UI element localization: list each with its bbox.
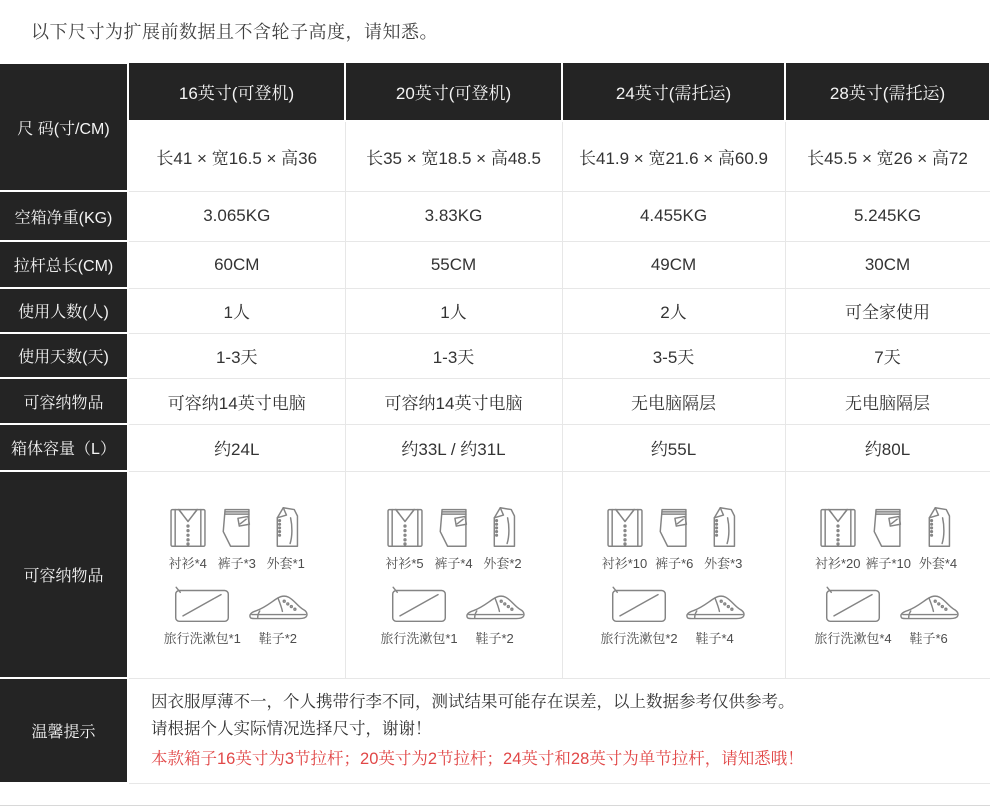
col-header-20inch: 20英寸(可登机) <box>345 63 562 121</box>
cell-items-20 <box>345 471 562 678</box>
cell-handle-20: 55CM <box>345 241 562 288</box>
col-header-28inch: 28英寸(需托运) <box>785 63 990 121</box>
row-label-items: 可容纳物品 <box>0 471 128 678</box>
row-label-size: 尺 码(寸/CM) <box>0 63 128 191</box>
jacket-icon <box>701 503 745 551</box>
toiletry-bag-icon <box>610 584 668 626</box>
cell-users-24: 2人 <box>562 288 785 333</box>
toiletry-bag-icon <box>173 584 231 626</box>
cell-users-16: 1人 <box>128 288 345 333</box>
jacket-icon <box>481 503 525 551</box>
item-label-jacket: 外套*3 <box>704 555 743 571</box>
toiletry-bag-icon <box>824 584 882 626</box>
cell-laptop-20: 可容纳14英寸电脑 <box>345 378 562 424</box>
cell-weight-24: 4.455KG <box>562 191 785 241</box>
row-label-capacity: 箱体容量（L） <box>0 424 128 471</box>
toiletry-bag-icon <box>390 584 448 626</box>
cell-laptop-28: 无电脑隔层 <box>785 378 990 424</box>
cell-users-28: 可全家使用 <box>785 288 990 333</box>
item-label-pants: 裤子*6 <box>655 555 694 571</box>
laptop-row <box>0 378 990 424</box>
cell-size-16: 长41 × 宽16.5 × 高36 <box>128 121 345 191</box>
shirt-icon <box>603 503 647 551</box>
shirt-icon <box>383 503 427 551</box>
users-row <box>0 288 990 333</box>
pre-expansion-notice: 以下尺寸为扩展前数据且不含轮子高度，请知悉。 <box>31 22 438 42</box>
row-label-weight: 空箱净重(KG) <box>0 191 128 241</box>
item-label-pants: 裤子*4 <box>434 555 473 571</box>
cell-weight-28: 5.245KG <box>785 191 990 241</box>
item-label-shoes: 鞋子*4 <box>695 630 734 646</box>
item-label-jacket: 外套*2 <box>483 555 522 571</box>
item-label-shirt: 衬衫*4 <box>168 555 207 571</box>
cell-size-20: 长35 × 宽18.5 × 高48.5 <box>345 121 562 191</box>
cell-handle-28: 30CM <box>785 241 990 288</box>
item-label-shoes: 鞋子*2 <box>475 630 514 646</box>
sneaker-icon <box>897 588 961 626</box>
cell-days-28: 7天 <box>785 333 990 378</box>
row-label-laptop: 可容纳物品 <box>0 378 128 424</box>
items-illustration-row <box>0 471 990 678</box>
item-label-shoes: 鞋子*6 <box>909 630 948 646</box>
col-header-24inch: 24英寸(需托运) <box>562 63 785 121</box>
col-header-16inch: 16英寸(可登机) <box>128 63 345 121</box>
item-label-bag: 旅行洗漱包*1 <box>380 630 458 646</box>
item-label-pants: 裤子*3 <box>217 555 256 571</box>
cell-handle-16: 60CM <box>128 241 345 288</box>
item-label-shirt: 衬衫*5 <box>385 555 424 571</box>
cell-laptop-24: 无电脑隔层 <box>562 378 785 424</box>
tips-line-1: 因衣服厚薄不一，个人携带行李不同，测试结果可能存在误差，以上数据参考仅供参考。 <box>151 692 795 711</box>
cell-laptop-16: 可容纳14英寸电脑 <box>128 378 345 424</box>
cell-size-28: 长45.5 × 宽26 × 高72 <box>785 121 990 191</box>
shirt-icon <box>816 503 860 551</box>
cell-days-24: 3-5天 <box>562 333 785 378</box>
cell-items-16 <box>128 471 345 678</box>
tips-row <box>0 678 990 783</box>
jacket-icon <box>916 503 960 551</box>
cell-weight-20: 3.83KG <box>345 191 562 241</box>
item-label-shirt: 衬衫*20 <box>814 555 861 571</box>
table-header-row <box>0 63 990 121</box>
row-label-tips: 温馨提示 <box>0 678 128 783</box>
item-label-shoes: 鞋子*2 <box>258 630 298 646</box>
cell-capacity-28: 约80L <box>785 424 990 471</box>
tips-cell <box>128 678 990 783</box>
cell-weight-16: 3.065KG <box>128 191 345 241</box>
item-label-jacket: 外套*4 <box>918 555 958 571</box>
cell-capacity-20: 约33L / 约31L <box>345 424 562 471</box>
bottom-divider <box>0 805 990 812</box>
handle-length-row <box>0 241 990 288</box>
pants-icon <box>432 503 476 551</box>
tips-line-red: 本款箱子16英寸为3节拉杆；20英寸为2节拉杆；24英寸和28英寸为单节拉杆，请知悉哦！ <box>151 749 804 768</box>
item-label-bag: 旅行洗漱包*1 <box>163 630 241 646</box>
item-label-bag: 旅行洗漱包*4 <box>814 630 892 646</box>
cell-size-24: 长41.9 × 宽21.6 × 高60.9 <box>562 121 785 191</box>
item-label-pants: 裤子*10 <box>865 555 912 571</box>
tips-line-2: 请根据个人实际情况选择尺寸，谢谢！ <box>151 719 432 738</box>
row-label-days: 使用天数(天) <box>0 333 128 378</box>
luggage-spec-table <box>0 62 990 784</box>
item-label-jacket: 外套*1 <box>266 555 305 571</box>
weight-row <box>0 191 990 241</box>
cell-days-16: 1-3天 <box>128 333 345 378</box>
shirt-icon <box>166 503 210 551</box>
cell-capacity-16: 约24L <box>128 424 345 471</box>
cell-items-28 <box>785 471 990 678</box>
days-row <box>0 333 990 378</box>
cell-items-24 <box>562 471 785 678</box>
item-label-shirt: 衬衫*10 <box>601 555 648 571</box>
pants-icon <box>215 503 259 551</box>
sneaker-icon <box>463 588 527 626</box>
cell-users-20: 1人 <box>345 288 562 333</box>
row-label-users: 使用人数(人) <box>0 288 128 333</box>
jacket-icon <box>264 503 308 551</box>
pants-icon <box>866 503 910 551</box>
capacity-row <box>0 424 990 471</box>
sneaker-icon <box>246 588 310 626</box>
sneaker-icon <box>683 588 747 626</box>
row-label-handle: 拉杆总长(CM) <box>0 241 128 288</box>
cell-handle-24: 49CM <box>562 241 785 288</box>
pants-icon <box>652 503 696 551</box>
cell-capacity-24: 约55L <box>562 424 785 471</box>
cell-days-20: 1-3天 <box>345 333 562 378</box>
item-label-bag: 旅行洗漱包*2 <box>600 630 678 646</box>
size-row <box>0 121 990 191</box>
